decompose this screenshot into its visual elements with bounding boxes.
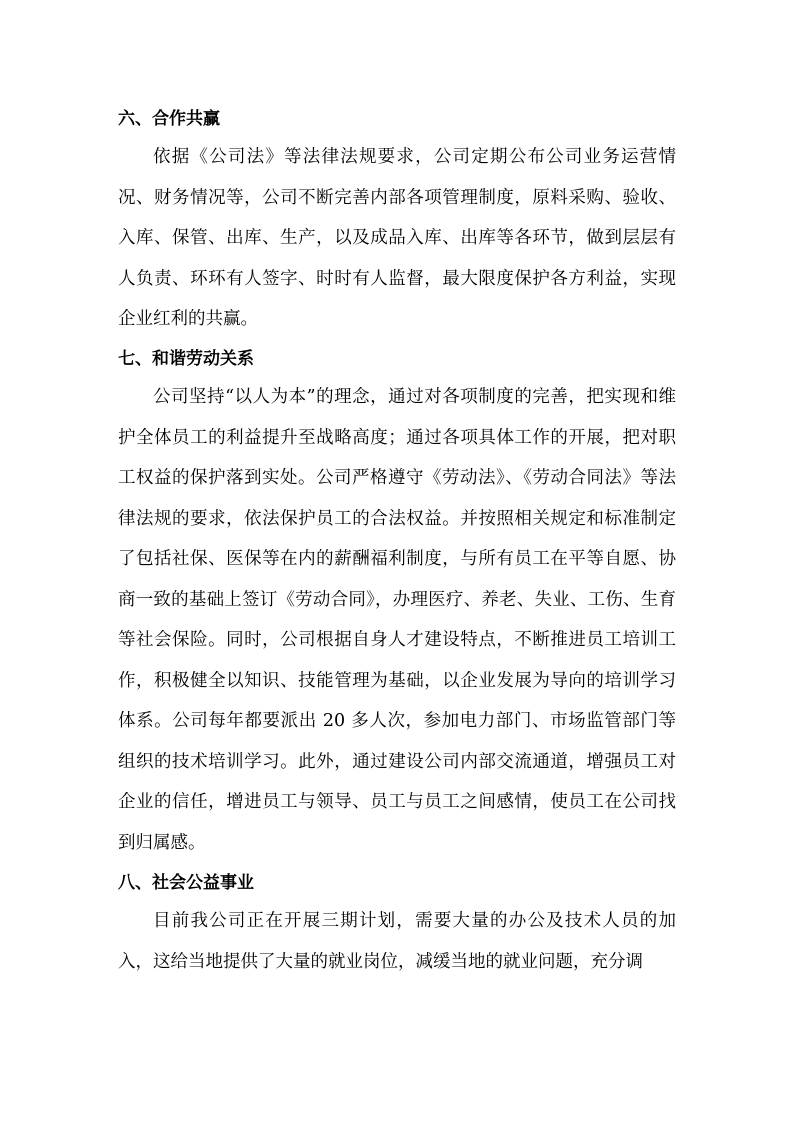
section-heading-public-welfare: 八、社会公益事业 (118, 873, 254, 893)
section-paragraph-public-welfare: 目前我公司正在开展三期计划，需要大量的办公及技术人员的加入，这给当地提供了大量的就业岗位，减缓当地的就业问题，充分调 (118, 911, 676, 972)
section-paragraph-cooperation: 依据《公司法》等法律法规要求，公司定期公布公司业务运营情况、财务情况等，公司不断完善内部各项管理制度，原料采购、验收、入库、保管、出库、生产，以及成品入库、出库等各环节，做到层层有人负责、环环有人签字、时时有人监督，最大限度保护各方利益，实现企业红利的共赢。 (118, 147, 676, 329)
section-paragraph-labor-relations: 公司坚持“以人为本”的理念，通过对各项制度的完善，把实现和维护全体员工的利益提升至战略高度；通过各项具体工作的开展，把对职工权益的保护落到实处。公司严格遵守《劳动法》、《劳动合同法》等法律法规的要求，依法保护员工的合法权益。并按照相关规定和标准制定了包括社保、医保等在内的薪酬福利制度，与所有员工在平等自愿、协商一致的基础上签订《劳动合同》，办理医疗、养老、失业、工伤、生育等社会保险。同时，公司根据自身人才建设特点，不断推进员工培训工作，积极健全以知识、技能管理为基础，以企业发展为导向的培训学习体系。公司每年都要派出 20 多人次，参加电力部门、市场监管部门等组织的技术培训学习。此外，通过建设公司内部交流通道，增强员工对企业的信任，增进员工与领导、员工与员工之间感情，使员工在公司找到归属感。 (118, 387, 676, 853)
document-body (118, 101, 676, 987)
section-heading-cooperation: 六、合作共赢 (118, 109, 220, 129)
section-heading-labor-relations: 七、和谐劳动关系 (118, 349, 254, 369)
